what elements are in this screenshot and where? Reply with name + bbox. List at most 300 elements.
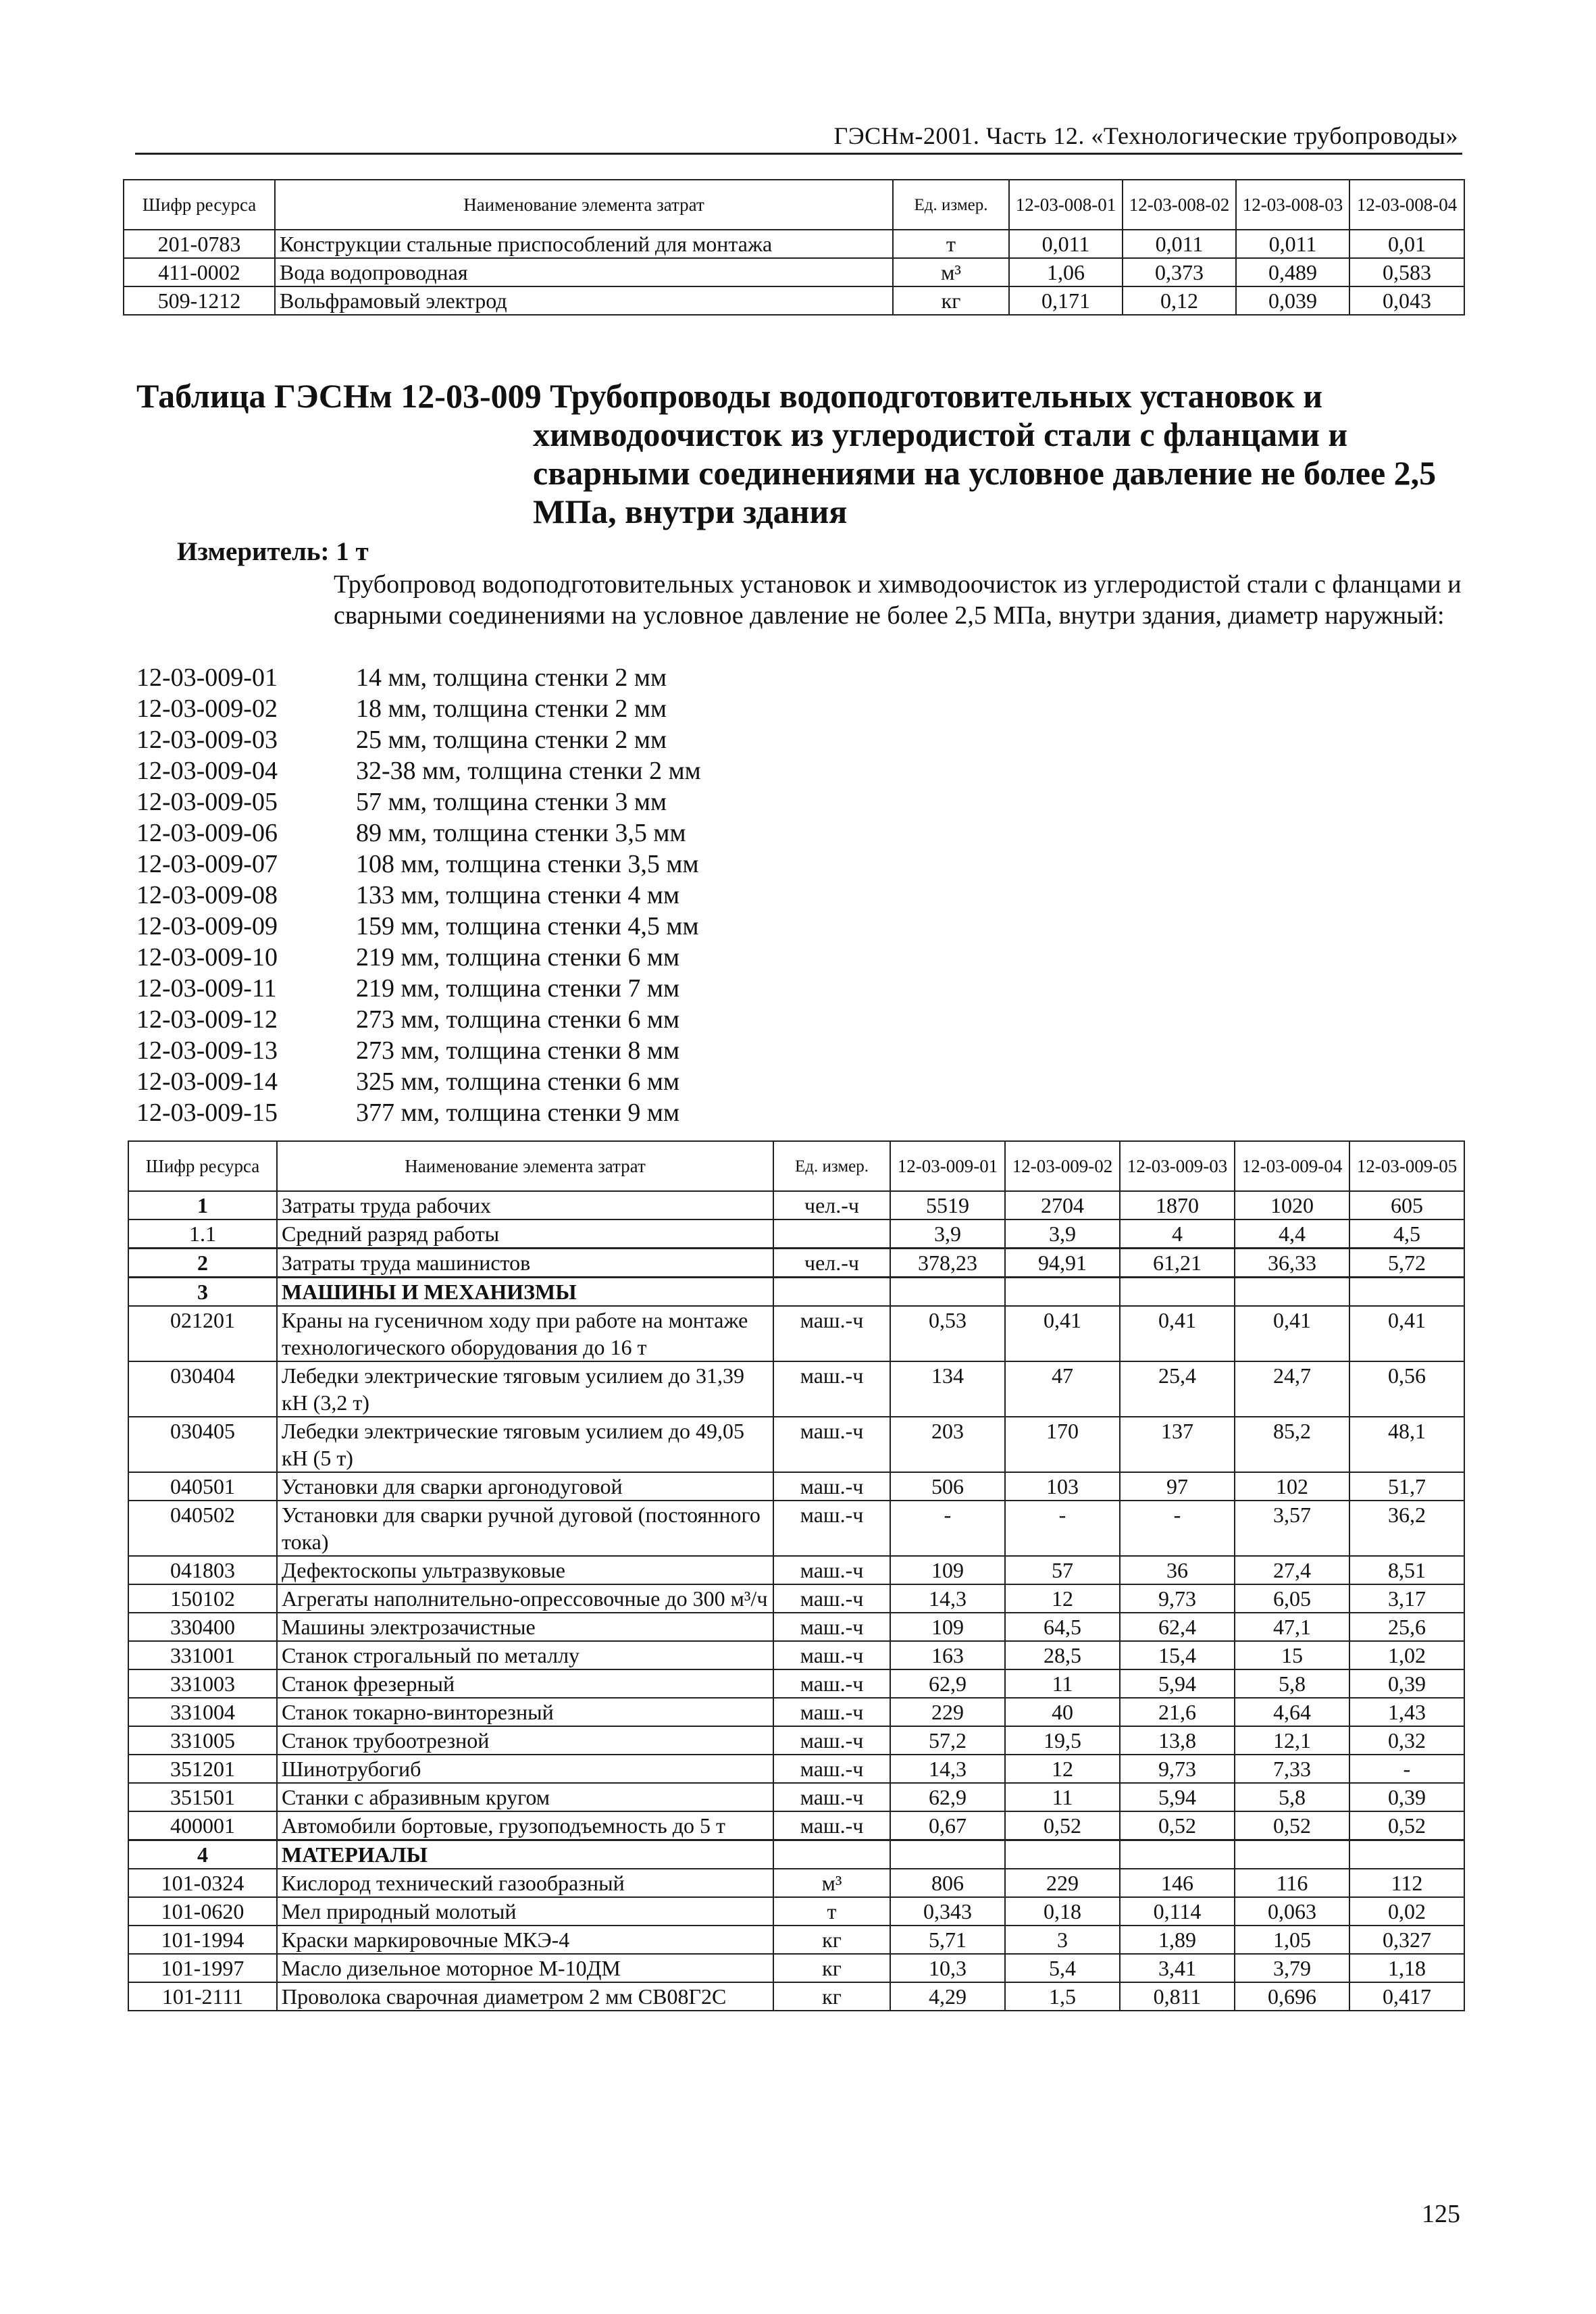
resource-value: 0,583: [1349, 258, 1464, 286]
resource-value: 5,8: [1235, 1669, 1349, 1698]
resource-value: 61,21: [1120, 1249, 1235, 1278]
running-header-text: ГЭСНм-2001. Часть 12. «Технологические трубопроводы»: [833, 122, 1458, 149]
resource-value: 5,4: [1005, 1954, 1120, 1982]
resource-value: 0,417: [1349, 1982, 1464, 2011]
resource-unit: м³: [893, 258, 1009, 286]
resource-value: 47,1: [1235, 1613, 1349, 1641]
table-row: [128, 1472, 1464, 1501]
resource-unit: [773, 1219, 890, 1249]
norm-description: 377 мм, толщина стенки 9 мм: [356, 1099, 680, 1127]
table-row: [128, 1613, 1464, 1641]
resource-name: Станок фрезерный: [277, 1669, 773, 1698]
resource-code: 351201: [128, 1755, 277, 1783]
resource-value: 0,53: [890, 1306, 1005, 1361]
resource-value: 2704: [1005, 1191, 1120, 1219]
resource-code: 030404: [128, 1361, 277, 1417]
resource-value: 4: [1120, 1219, 1235, 1249]
resource-value: 0,696: [1235, 1982, 1349, 2011]
resource-unit: т: [893, 230, 1009, 258]
resource-value: 0,39: [1349, 1669, 1464, 1698]
page-number: 125: [1422, 2200, 1460, 2228]
resource-name: Вода водопроводная: [275, 258, 893, 286]
table-row: [128, 1584, 1464, 1613]
resource-name: МАТЕРИАЛЫ: [277, 1840, 773, 1869]
norm-description: 325 мм, толщина стенки 6 мм: [356, 1067, 680, 1096]
resource-value: 0,12: [1123, 286, 1236, 315]
resource-value: 62,4: [1120, 1613, 1235, 1641]
resource-name: Шинотрубогиб: [277, 1755, 773, 1783]
resource-name: Машины электрозачистные: [277, 1613, 773, 1641]
resources-table-009: [128, 1140, 1465, 2011]
norm-code: 12-03-009-05: [136, 788, 278, 816]
resource-unit: маш.-ч: [773, 1641, 890, 1669]
header-col: 12-03-009-03: [1120, 1141, 1235, 1191]
resource-value: 40: [1005, 1698, 1120, 1726]
code-list-item: [136, 973, 701, 1004]
table-row: [128, 1698, 1464, 1726]
resource-value: [1005, 1278, 1120, 1307]
resource-name: Затраты труда рабочих: [277, 1191, 773, 1219]
resource-code: 030405: [128, 1417, 277, 1472]
resource-value: 0,011: [1236, 230, 1349, 258]
resource-value: 0,56: [1349, 1361, 1464, 1417]
resource-unit: т: [773, 1897, 890, 1926]
resource-value: 62,9: [890, 1669, 1005, 1698]
resource-unit: маш.-ч: [773, 1669, 890, 1698]
table-row: [128, 1669, 1464, 1698]
norm-code: 12-03-009-01: [136, 663, 278, 692]
resource-unit: кг: [773, 1926, 890, 1954]
table-title-line1: Таблица ГЭСНм 12-03-009 Трубопроводы водоподготовительных установок и: [136, 377, 1323, 415]
resource-value: 64,5: [1005, 1613, 1120, 1641]
resource-value: 21,6: [1120, 1698, 1235, 1726]
resource-value: 0,327: [1349, 1926, 1464, 1954]
resource-value: 137: [1120, 1417, 1235, 1472]
table-title: [136, 377, 1460, 531]
resource-name: Станок строгальный по металлу: [277, 1641, 773, 1669]
resource-value: 1,18: [1349, 1954, 1464, 1982]
header-name: Наименование элемента затрат: [277, 1141, 773, 1191]
header-col: 12-03-009-01: [890, 1141, 1005, 1191]
norm-code: 12-03-009-02: [136, 695, 278, 723]
resource-value: 11: [1005, 1783, 1120, 1811]
resource-value: 36,2: [1349, 1501, 1464, 1556]
code-list-item: [136, 693, 701, 724]
resource-value: 3,9: [890, 1219, 1005, 1249]
resource-value: [1235, 1840, 1349, 1869]
resource-value: 7,33: [1235, 1755, 1349, 1783]
resource-value: 5,94: [1120, 1783, 1235, 1811]
resource-unit: маш.-ч: [773, 1306, 890, 1361]
table-row: [128, 1840, 1464, 1869]
resource-unit: маш.-ч: [773, 1417, 890, 1472]
resource-unit: маш.-ч: [773, 1501, 890, 1556]
resource-value: 0,52: [1120, 1811, 1235, 1840]
resource-value: 0,039: [1236, 286, 1349, 315]
resource-unit: маш.-ч: [773, 1811, 890, 1840]
resource-unit: маш.-ч: [773, 1755, 890, 1783]
resource-value: 0,01: [1349, 230, 1464, 258]
norm-code: 12-03-009-09: [136, 912, 278, 940]
resource-value: 97: [1120, 1472, 1235, 1501]
code-list-item: [136, 1004, 701, 1035]
resource-name: Лебедки электрические тяговым усилием до 31,39 кН (3,2 т): [277, 1361, 773, 1417]
header-name: Наименование элемента затрат: [275, 180, 893, 230]
norm-description: 133 мм, толщина стенки 4 мм: [356, 881, 680, 909]
resource-name: Мел природный молотый: [277, 1897, 773, 1926]
resource-code: 040501: [128, 1472, 277, 1501]
resource-value: 5,94: [1120, 1669, 1235, 1698]
code-list-item: [136, 942, 701, 973]
resource-code: 101-2111: [128, 1982, 277, 2011]
header-col: 12-03-009-05: [1349, 1141, 1464, 1191]
header-col: 12-03-008-03: [1236, 180, 1349, 230]
resources-table-008: [123, 179, 1465, 316]
header-col: 12-03-008-01: [1009, 180, 1123, 230]
header-unit: Ед. измер.: [893, 180, 1009, 230]
norm-code: 12-03-009-06: [136, 819, 278, 847]
resource-code: 1.1: [128, 1219, 277, 1249]
resource-value: 28,5: [1005, 1641, 1120, 1669]
code-list-item: [136, 662, 701, 693]
resource-value: 14,3: [890, 1755, 1005, 1783]
table-row: [128, 1191, 1464, 1219]
resource-name: Проволока сварочная диаметром 2 мм СВ08Г2С: [277, 1982, 773, 2011]
resource-code: 3: [128, 1278, 277, 1307]
resource-value: [1349, 1840, 1464, 1869]
header-code: Шифр ресурса: [124, 180, 275, 230]
norm-description: 57 мм, толщина стенки 3 мм: [356, 788, 667, 816]
resource-value: 10,3: [890, 1954, 1005, 1982]
table-row: [128, 1219, 1464, 1249]
resource-name: Агрегаты наполнительно-опрессовочные до 300 м³/ч: [277, 1584, 773, 1613]
resource-value: 0,043: [1349, 286, 1464, 315]
resource-value: 1,06: [1009, 258, 1123, 286]
resource-code: 411-0002: [124, 258, 275, 286]
resource-unit: [773, 1840, 890, 1869]
table-row: [128, 1306, 1464, 1361]
resource-value: 203: [890, 1417, 1005, 1472]
resource-unit: маш.-ч: [773, 1556, 890, 1584]
resource-unit: чел.-ч: [773, 1249, 890, 1278]
resource-value: 170: [1005, 1417, 1120, 1472]
resource-value: 62,9: [890, 1783, 1005, 1811]
resource-name: Кислород технический газообразный: [277, 1869, 773, 1897]
resource-value: 12: [1005, 1755, 1120, 1783]
table-row: [128, 1954, 1464, 1982]
norm-description: 14 мм, толщина стенки 2 мм: [356, 663, 667, 692]
resource-code: 101-1994: [128, 1926, 277, 1954]
norm-description: 219 мм, толщина стенки 6 мм: [356, 943, 680, 972]
resource-value: 4,4: [1235, 1219, 1349, 1249]
resource-value: -: [1005, 1501, 1120, 1556]
resource-value: 4,64: [1235, 1698, 1349, 1726]
resource-name: Установки для сварки аргонодуговой: [277, 1472, 773, 1501]
resource-value: 36: [1120, 1556, 1235, 1584]
resource-value: 19,5: [1005, 1726, 1120, 1755]
norm-description: 18 мм, толщина стенки 2 мм: [356, 695, 667, 723]
resource-value: 57,2: [890, 1726, 1005, 1755]
resource-value: 3,9: [1005, 1219, 1120, 1249]
resource-code: 331003: [128, 1669, 277, 1698]
resource-value: 0,41: [1349, 1306, 1464, 1361]
resource-value: 25,6: [1349, 1613, 1464, 1641]
resource-value: 109: [890, 1556, 1005, 1584]
resource-value: 229: [890, 1698, 1005, 1726]
resource-name: Краски маркировочные МКЭ-4: [277, 1926, 773, 1954]
header-unit: Ед. измер.: [773, 1141, 890, 1191]
resource-value: 806: [890, 1869, 1005, 1897]
resource-value: 0,39: [1349, 1783, 1464, 1811]
resource-value: 0,343: [890, 1897, 1005, 1926]
header-col: 12-03-008-04: [1349, 180, 1464, 230]
table-row: [128, 1556, 1464, 1584]
resource-value: -: [1349, 1755, 1464, 1783]
resource-value: 3,57: [1235, 1501, 1349, 1556]
resource-value: 36,33: [1235, 1249, 1349, 1278]
table-row: [128, 1897, 1464, 1926]
norm-description: 219 мм, толщина стенки 7 мм: [356, 974, 680, 1003]
table-row: [128, 1249, 1464, 1278]
resource-code: 330400: [128, 1613, 277, 1641]
resource-unit: чел.-ч: [773, 1191, 890, 1219]
resource-value: 12,1: [1235, 1726, 1349, 1755]
resource-code: 201-0783: [124, 230, 275, 258]
header-col: 12-03-009-02: [1005, 1141, 1120, 1191]
resource-name: Станок трубоотрезной: [277, 1726, 773, 1755]
resource-value: 4,29: [890, 1982, 1005, 2011]
resource-value: 5,72: [1349, 1249, 1464, 1278]
resource-value: 1020: [1235, 1191, 1349, 1219]
norm-code: 12-03-009-10: [136, 943, 278, 972]
resource-value: 112: [1349, 1869, 1464, 1897]
resource-code: 150102: [128, 1584, 277, 1613]
resource-value: 0,114: [1120, 1897, 1235, 1926]
table-row: [128, 1278, 1464, 1307]
resource-unit: маш.-ч: [773, 1361, 890, 1417]
resource-value: 15,4: [1120, 1641, 1235, 1669]
resource-value: 0,41: [1120, 1306, 1235, 1361]
resource-value: 229: [1005, 1869, 1120, 1897]
table-row: [128, 1783, 1464, 1811]
resource-value: 116: [1235, 1869, 1349, 1897]
resource-value: 51,7: [1349, 1472, 1464, 1501]
resource-value: 4,5: [1349, 1219, 1464, 1249]
table-row: [128, 1417, 1464, 1472]
norm-code: 12-03-009-14: [136, 1067, 278, 1096]
resource-value: 146: [1120, 1869, 1235, 1897]
resource-value: 48,1: [1349, 1417, 1464, 1472]
resource-value: 0,02: [1349, 1897, 1464, 1926]
resource-value: 0,011: [1123, 230, 1236, 258]
resource-code: 331001: [128, 1641, 277, 1669]
resource-unit: маш.-ч: [773, 1472, 890, 1501]
resource-value: 1,02: [1349, 1641, 1464, 1669]
resource-unit: [773, 1278, 890, 1307]
resource-value: 1,05: [1235, 1926, 1349, 1954]
resource-name: Лебедки электрические тяговым усилием до 49,05 кН (5 т): [277, 1417, 773, 1472]
resource-value: 85,2: [1235, 1417, 1349, 1472]
resource-name: Краны на гусеничном ходу при работе на монтаже технологического оборудования до 16 т: [277, 1306, 773, 1361]
resource-value: 378,23: [890, 1249, 1005, 1278]
resource-value: 506: [890, 1472, 1005, 1501]
resource-value: 25,4: [1120, 1361, 1235, 1417]
resource-unit: маш.-ч: [773, 1613, 890, 1641]
table-row: [128, 1361, 1464, 1417]
work-description: Трубопровод водоподготовительных установок и химводоочисток из углеродистой стали с фланцами и сварными соединениями на условное давление не более 2,5 МПа, внутри здания, диаметр наружный:: [334, 570, 1462, 630]
table-title-rest: химводоочисток из углеродистой стали с фланцами и сварными соединениями на условное давление не более 2,5 МПа, внутри здания: [533, 416, 1437, 530]
code-list-item: [136, 786, 701, 818]
resource-value: 134: [890, 1361, 1005, 1417]
resource-value: [1005, 1840, 1120, 1869]
code-list-item: [136, 849, 701, 880]
table-row: [128, 1811, 1464, 1840]
norm-code: 12-03-009-08: [136, 881, 278, 909]
resource-value: 94,91: [1005, 1249, 1120, 1278]
norm-description: 159 мм, толщина стенки 4,5 мм: [356, 912, 699, 940]
norm-code: 12-03-009-07: [136, 850, 278, 878]
resource-value: 0,32: [1349, 1726, 1464, 1755]
resource-name: Масло дизельное моторное М-10ДМ: [277, 1954, 773, 1982]
resource-name: Дефектоскопы ультразвуковые: [277, 1556, 773, 1584]
resource-value: 3: [1005, 1926, 1120, 1954]
norm-code: 12-03-009-04: [136, 757, 278, 785]
code-list-item: [136, 818, 701, 849]
table-row: [124, 230, 1464, 258]
resource-name: Затраты труда машинистов: [277, 1249, 773, 1278]
resource-code: 021201: [128, 1306, 277, 1361]
resource-value: 0,41: [1005, 1306, 1120, 1361]
resource-unit: маш.-ч: [773, 1726, 890, 1755]
norm-code: 12-03-009-15: [136, 1099, 278, 1127]
resource-value: [1120, 1278, 1235, 1307]
resource-value: 6,05: [1235, 1584, 1349, 1613]
code-list: [136, 662, 701, 1128]
resource-code: 101-0620: [128, 1897, 277, 1926]
resource-unit: м³: [773, 1869, 890, 1897]
resource-name: Станки с абразивным кругом: [277, 1783, 773, 1811]
resource-value: 0,18: [1005, 1897, 1120, 1926]
norm-code: 12-03-009-13: [136, 1036, 278, 1065]
resource-name: МАШИНЫ И МЕХАНИЗМЫ: [277, 1278, 773, 1307]
table-row: [128, 1926, 1464, 1954]
resource-value: 102: [1235, 1472, 1349, 1501]
resource-name: Вольфрамовый электрод: [275, 286, 893, 315]
resource-unit: маш.-ч: [773, 1783, 890, 1811]
resource-value: 103: [1005, 1472, 1120, 1501]
resource-value: 3,17: [1349, 1584, 1464, 1613]
resource-code: 1: [128, 1191, 277, 1219]
norm-description: 32-38 мм, толщина стенки 2 мм: [356, 757, 701, 785]
resource-value: 57: [1005, 1556, 1120, 1584]
resource-value: 3,79: [1235, 1954, 1349, 1982]
resource-value: 13,8: [1120, 1726, 1235, 1755]
running-header: [135, 119, 1462, 155]
norm-code: 12-03-009-12: [136, 1005, 278, 1034]
resource-value: 9,73: [1120, 1584, 1235, 1613]
table-row: [128, 1501, 1464, 1556]
resource-value: -: [890, 1501, 1005, 1556]
resource-value: 5519: [890, 1191, 1005, 1219]
resource-value: [1120, 1840, 1235, 1869]
resource-code: 331005: [128, 1726, 277, 1755]
header-col: 12-03-008-02: [1123, 180, 1236, 230]
header-col: 12-03-009-04: [1235, 1141, 1349, 1191]
code-list-item: [136, 1066, 701, 1097]
resource-name: Конструкции стальные приспособлений для монтажа: [275, 230, 893, 258]
code-list-item: [136, 880, 701, 911]
norm-description: 273 мм, толщина стенки 6 мм: [356, 1005, 680, 1034]
resource-code: 101-0324: [128, 1869, 277, 1897]
resource-value: 11: [1005, 1669, 1120, 1698]
resource-value: 12: [1005, 1584, 1120, 1613]
resource-code: 040502: [128, 1501, 277, 1556]
resource-name: Станок токарно-винторезный: [277, 1698, 773, 1726]
code-list-item: [136, 1035, 701, 1066]
resource-name: Средний разряд работы: [277, 1219, 773, 1249]
resource-value: 0,011: [1009, 230, 1123, 258]
resource-value: 5,8: [1235, 1783, 1349, 1811]
resource-code: 2: [128, 1249, 277, 1278]
code-list-item: [136, 911, 701, 942]
resource-name: Установки для сварки ручной дуговой (постоянного тока): [277, 1501, 773, 1556]
resource-value: 0,67: [890, 1811, 1005, 1840]
norm-code: 12-03-009-11: [136, 974, 277, 1003]
norm-description: 273 мм, толщина стенки 8 мм: [356, 1036, 680, 1065]
resource-unit: маш.-ч: [773, 1584, 890, 1613]
resource-value: 0,373: [1123, 258, 1236, 286]
resource-value: [1235, 1278, 1349, 1307]
norm-description: 25 мм, толщина стенки 2 мм: [356, 726, 667, 754]
table-row: [124, 286, 1464, 315]
resource-value: 15: [1235, 1641, 1349, 1669]
resource-value: 27,4: [1235, 1556, 1349, 1584]
norm-description: 108 мм, толщина стенки 3,5 мм: [356, 850, 699, 878]
resource-value: 0,41: [1235, 1306, 1349, 1361]
resource-value: 5,71: [890, 1926, 1005, 1954]
resource-code: 509-1212: [124, 286, 275, 315]
resource-value: 109: [890, 1613, 1005, 1641]
resource-value: [890, 1278, 1005, 1307]
table-row: [128, 1869, 1464, 1897]
resource-unit: кг: [893, 286, 1009, 315]
resource-unit: кг: [773, 1954, 890, 1982]
code-list-item: [136, 755, 701, 786]
resource-value: 14,3: [890, 1584, 1005, 1613]
resource-value: 8,51: [1349, 1556, 1464, 1584]
resource-value: 0,52: [1235, 1811, 1349, 1840]
resource-value: 0,811: [1120, 1982, 1235, 2011]
resource-code: 331004: [128, 1698, 277, 1726]
resource-value: 0,489: [1236, 258, 1349, 286]
resource-value: 9,73: [1120, 1755, 1235, 1783]
resource-code: 4: [128, 1840, 277, 1869]
resource-code: 351501: [128, 1783, 277, 1811]
resource-unit: кг: [773, 1982, 890, 2011]
resource-value: 0,063: [1235, 1897, 1349, 1926]
resource-value: 0,171: [1009, 286, 1123, 315]
table-row: [128, 1641, 1464, 1669]
resource-code: 041803: [128, 1556, 277, 1584]
table-row: [128, 1726, 1464, 1755]
table-row: [128, 1982, 1464, 2011]
resource-value: 163: [890, 1641, 1005, 1669]
resource-code: 101-1997: [128, 1954, 277, 1982]
resource-value: 0,52: [1005, 1811, 1120, 1840]
norm-description: 89 мм, толщина стенки 3,5 мм: [356, 819, 686, 847]
resource-value: 1870: [1120, 1191, 1235, 1219]
resource-value: 24,7: [1235, 1361, 1349, 1417]
